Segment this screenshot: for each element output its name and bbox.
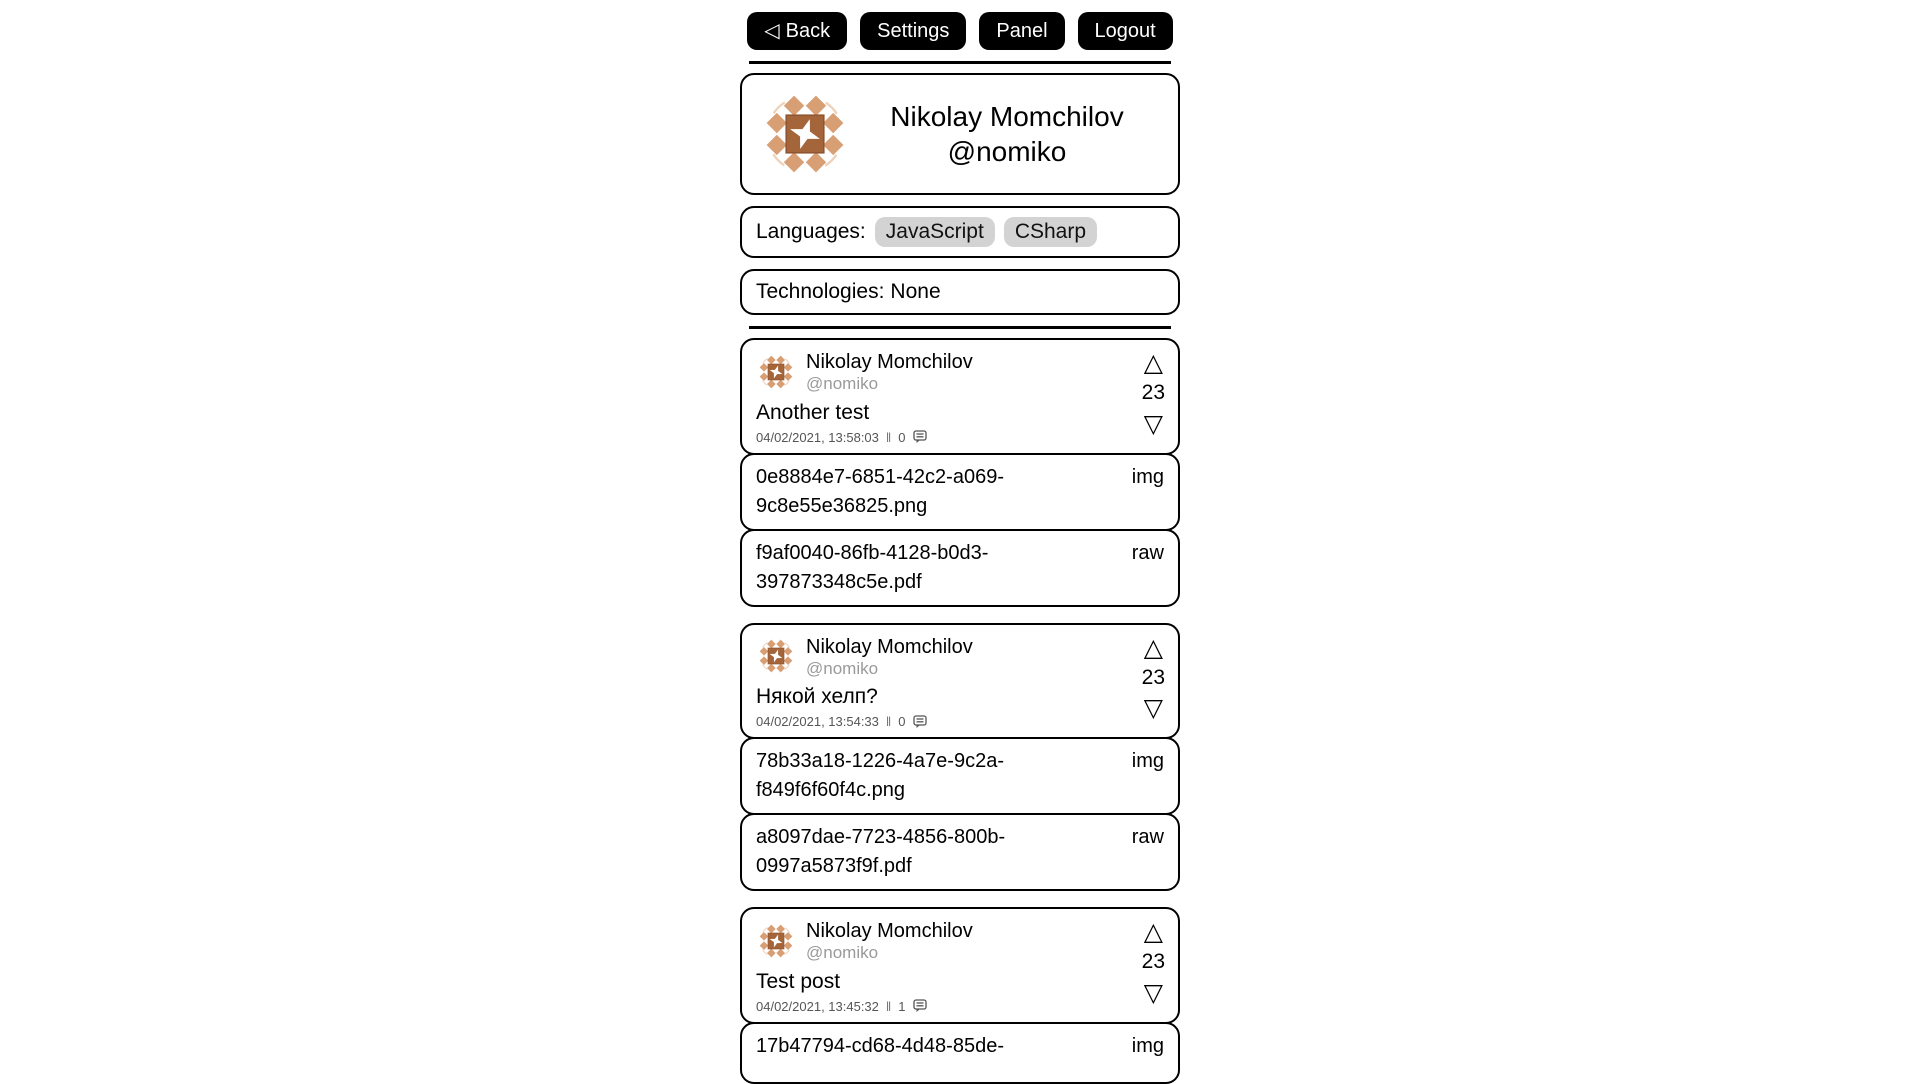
- post-timestamp: 04/02/2021, 13:58:03: [756, 429, 879, 445]
- post-group: [740, 907, 1180, 1084]
- post-author: Nikolay Momchilov: [806, 635, 973, 658]
- post-title: Another test: [756, 400, 870, 424]
- post-card[interactable]: [740, 623, 1180, 740]
- logout-button[interactable]: [1078, 12, 1173, 50]
- post-avatar-identicon-icon: [756, 921, 796, 961]
- comment-count: 0: [898, 714, 906, 730]
- attachment-type-label: img: [1131, 465, 1164, 488]
- vote-column: [1142, 919, 1165, 1005]
- back-arrow-icon: ◁: [764, 20, 780, 42]
- post-author-handle: @nomiko: [806, 658, 879, 678]
- comment-count: 1: [898, 998, 906, 1014]
- profile-names: [852, 99, 1162, 169]
- downvote-button[interactable]: ▽: [1143, 693, 1163, 723]
- upvote-button[interactable]: △: [1143, 348, 1163, 377]
- attachment-row[interactable]: [740, 813, 1180, 891]
- attachment-filename: f9af0040-86fb-4128-b0d3-397873348c5e.pdf: [756, 541, 989, 593]
- profile-handle: @nomiko: [947, 136, 1067, 167]
- vote-column: [1141, 632, 1165, 723]
- meta-separator: ‖: [885, 714, 892, 730]
- settings-button[interactable]: [860, 12, 966, 50]
- language-tag-javascript[interactable]: JavaScript: [875, 217, 995, 247]
- post-avatar-identicon-icon: [756, 636, 796, 676]
- profile-name: Nikolay Momchilov: [890, 101, 1124, 132]
- divider-top: [749, 61, 1171, 64]
- panel-button-label: Panel: [996, 20, 1048, 42]
- post-meta: [756, 999, 1164, 1014]
- post-timestamp: 04/02/2021, 13:45:32: [756, 998, 879, 1014]
- back-button-label: Back: [785, 20, 831, 42]
- post-group: [740, 623, 1180, 892]
- top-nav: [740, 12, 1180, 50]
- post-header: [756, 632, 1164, 679]
- language-tag-csharp[interactable]: CSharp: [1004, 217, 1097, 247]
- downvote-button[interactable]: ▽: [1143, 408, 1163, 438]
- comment-count: 0: [898, 429, 906, 445]
- post-card[interactable]: [740, 907, 1180, 1024]
- attachment-row[interactable]: [740, 1022, 1180, 1084]
- back-button[interactable]: [747, 12, 847, 50]
- post-timestamp: 04/02/2021, 13:54:33: [756, 714, 879, 730]
- post-author: Nikolay Momchilov: [806, 351, 973, 373]
- divider-posts: [749, 326, 1171, 329]
- vote-column: [1142, 350, 1165, 436]
- meta-separator: ‖: [885, 998, 892, 1014]
- meta-separator: ‖: [885, 429, 892, 445]
- attachment-row[interactable]: [740, 529, 1180, 607]
- post-author-handle: @nomiko: [806, 374, 879, 393]
- vote-count: 23: [1141, 381, 1165, 405]
- attachment-type-label: raw: [1131, 541, 1164, 564]
- profile-page: [740, 0, 1180, 1084]
- logout-button-label: Logout: [1094, 20, 1156, 42]
- profile-avatar-identicon-icon: [758, 87, 852, 181]
- technologies-value: None: [890, 280, 941, 303]
- post-avatar-identicon-icon: [756, 352, 796, 392]
- upvote-button[interactable]: △: [1143, 917, 1163, 947]
- post-title: Test post: [756, 969, 841, 993]
- post-meta: [756, 430, 1164, 445]
- post-header: [756, 919, 1164, 963]
- post-author: Nikolay Momchilov: [806, 920, 973, 943]
- attachment-type-label: img: [1131, 1034, 1164, 1057]
- attachment-type-label: img: [1131, 750, 1164, 773]
- profile-card: [740, 73, 1180, 195]
- attachment-row[interactable]: [740, 737, 1180, 815]
- vote-count: 23: [1141, 665, 1165, 689]
- attachment-filename: 78b33a18-1226-4a7e-9c2a-f849f6f60f4c.png: [756, 750, 1004, 802]
- vote-count: 23: [1141, 950, 1165, 974]
- comments-icon: [913, 715, 927, 729]
- downvote-button[interactable]: ▽: [1143, 977, 1163, 1007]
- comments-icon: [913, 430, 927, 444]
- languages-label: Languages:: [756, 220, 866, 243]
- attachment-filename: 0e8884e7-6851-42c2-a069-9c8e55e36825.png: [756, 465, 1004, 517]
- languages-card: [740, 206, 1180, 258]
- attachment-type-label: raw: [1131, 826, 1164, 849]
- post-meta: [756, 714, 1164, 729]
- upvote-button[interactable]: △: [1143, 632, 1163, 662]
- post-header: [756, 350, 1164, 394]
- technologies-card: [740, 269, 1180, 315]
- post-author-handle: @nomiko: [806, 943, 879, 963]
- attachment-filename: a8097dae-7723-4856-800b-0997a5873f9f.pdf: [756, 826, 1006, 878]
- attachment-row[interactable]: [740, 453, 1180, 531]
- post-card[interactable]: [740, 338, 1180, 455]
- settings-button-label: Settings: [877, 20, 950, 42]
- panel-button[interactable]: [979, 12, 1064, 50]
- post-title: Някой хелп?: [756, 685, 878, 709]
- attachment-filename: 17b47794-cd68-4d48-85de-: [756, 1034, 1004, 1057]
- comments-icon: [913, 999, 927, 1013]
- technologies-label: Technologies:: [756, 280, 885, 303]
- post-group: [740, 338, 1180, 607]
